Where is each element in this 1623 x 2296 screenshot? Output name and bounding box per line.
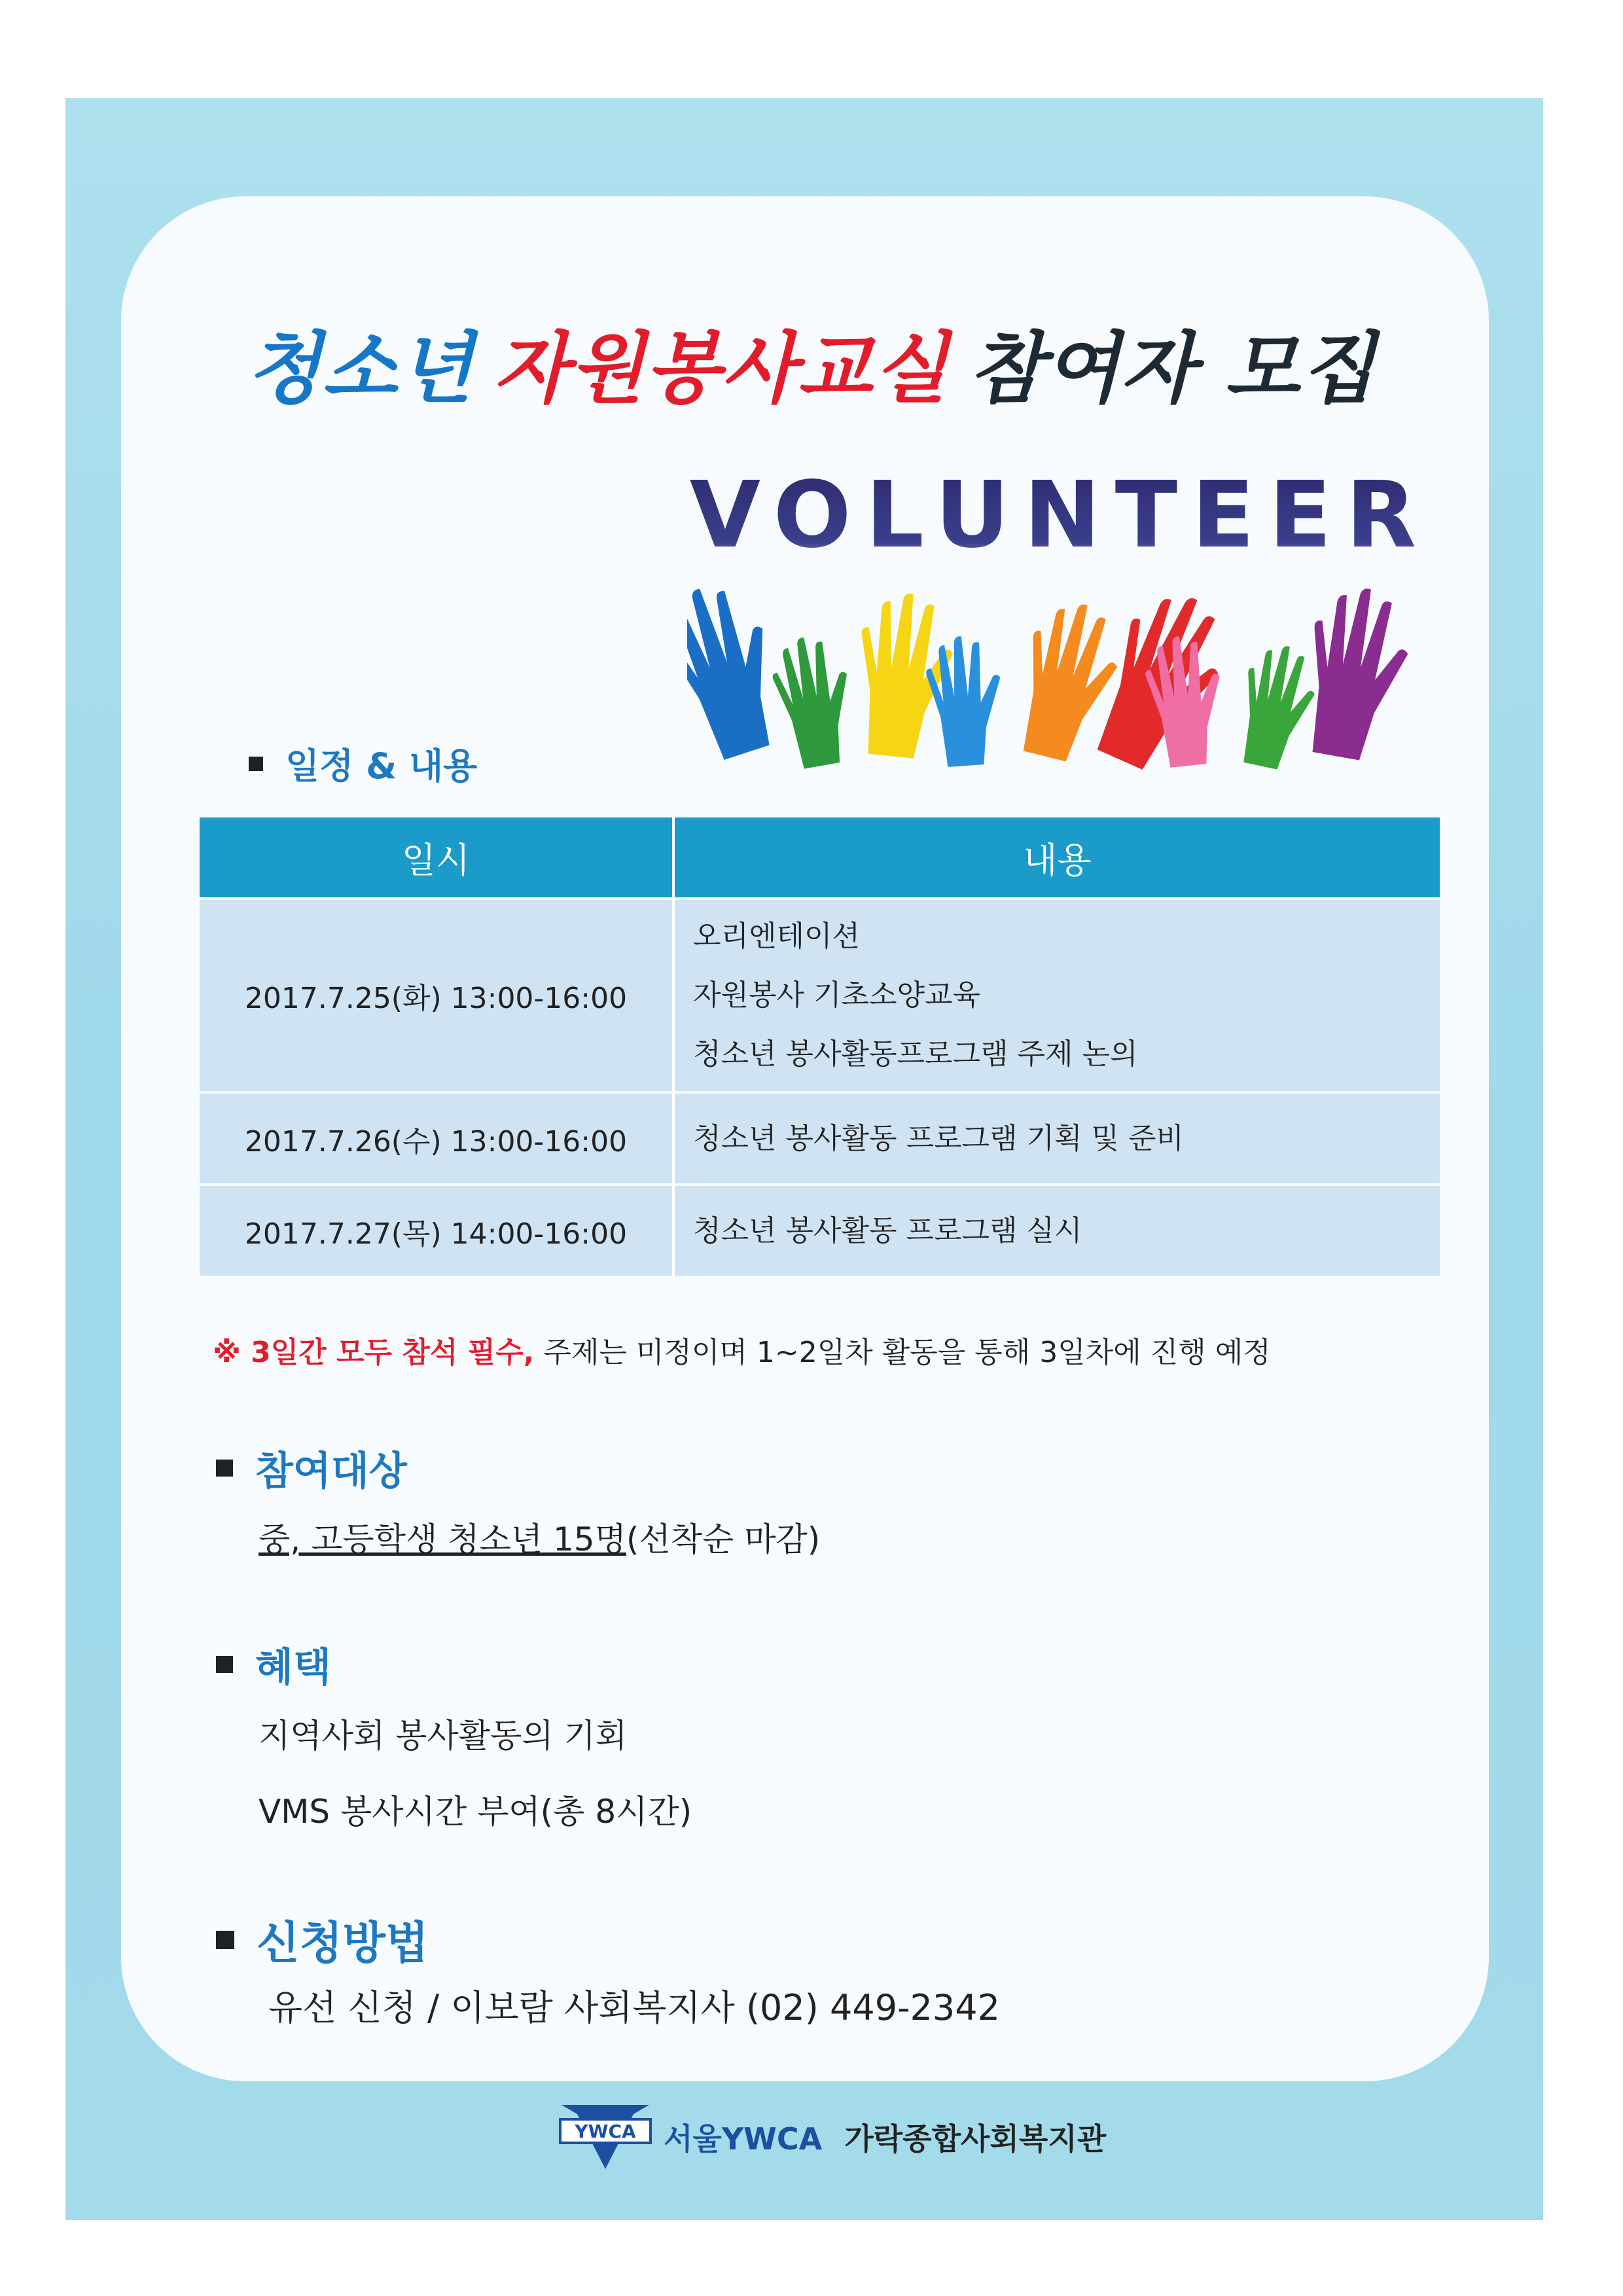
schedule-table [200, 815, 1440, 1278]
ywca-logo [556, 2101, 654, 2173]
target-heading-label: 참여대상 [255, 1448, 407, 1494]
poster-title [0, 306, 1623, 418]
volunteer-banner-illustration [687, 458, 1433, 798]
table-row [200, 1186, 1440, 1276]
title-part-volunteer-class: 자원봉사교실 [493, 323, 950, 414]
target-text [259, 1513, 820, 1560]
row-date: 2017.7.25(화) 13:00-16:00 [200, 900, 672, 1091]
row-date: 2017.7.27(목) 14:00-16:00 [200, 1186, 672, 1276]
raised-hand-icon [687, 574, 797, 766]
raised-hand-icon [767, 631, 862, 771]
title-part-youth: 청소년 [246, 323, 474, 414]
org-seoul-ywca: 서울YWCA [664, 2121, 823, 2157]
content-line: 청소년 봉사활동 프로그램 실시 [693, 1213, 1082, 1247]
benefit-item: 지역사회 봉사활동의 기회 [259, 1717, 628, 1755]
apply-heading [216, 1908, 429, 1971]
row-content [672, 900, 1440, 1091]
column-header-content: 내용 [672, 817, 1440, 897]
bullet-icon [216, 1656, 233, 1673]
target-rest: (선착순 마감) [626, 1520, 821, 1558]
target-underlined: 중, 고등학생 청소년 15명 [259, 1520, 626, 1558]
note-detail: 주제는 미정이며 1~2일차 활동을 통해 3일차에 진행 예정 [534, 1336, 1271, 1369]
target-heading [216, 1440, 407, 1496]
note-required: ※ 3일간 모두 참석 필수, [213, 1336, 535, 1369]
schedule-heading-label: 일정 & 내용 [285, 745, 478, 787]
org-center-name: 가락종합사회복지관 [844, 2121, 1107, 2157]
content-line: 자원봉사 기초소양교육 [693, 978, 981, 1012]
row-date: 2017.7.26(수) 13:00-16:00 [200, 1094, 672, 1183]
row-content [672, 1186, 1440, 1276]
content-line: 청소년 봉사활동 프로그램 기획 및 준비 [693, 1121, 1184, 1155]
ywca-logo-text: YWCA [575, 2121, 636, 2142]
bullet-icon [216, 1460, 233, 1477]
column-header-date: 일시 [200, 817, 672, 897]
row-content [672, 1094, 1440, 1183]
table-header-row [200, 817, 1440, 897]
footer-org [556, 2101, 1106, 2173]
table-row [200, 1094, 1440, 1183]
raised-hand-icon [1230, 639, 1323, 774]
benefits-heading-label: 혜택 [255, 1645, 331, 1691]
volunteer-word: VOLUNTEER [689, 462, 1431, 569]
benefits-heading [216, 1636, 331, 1693]
schedule-note [213, 1329, 1271, 1371]
bullet-icon [216, 1931, 234, 1949]
content-line: 청소년 봉사활동프로그램 주제 논의 [693, 1037, 1138, 1071]
raised-hand-icon [924, 634, 1007, 768]
content-line: 오리엔테이션 [693, 920, 861, 953]
schedule-heading [249, 738, 477, 789]
apply-heading-label: 신청방법 [257, 1918, 429, 1969]
title-part-recruit: 참여자 모집 [969, 323, 1377, 414]
bullet-icon [249, 757, 263, 771]
apply-text: 유선 신청 / 이보람 사회복지사 (02) 449-2342 [268, 1987, 1000, 2028]
table-row [200, 900, 1440, 1091]
raised-hand-icon [1293, 581, 1418, 765]
benefit-item: VMS 봉사시간 부여(총 8시간) [259, 1793, 692, 1831]
